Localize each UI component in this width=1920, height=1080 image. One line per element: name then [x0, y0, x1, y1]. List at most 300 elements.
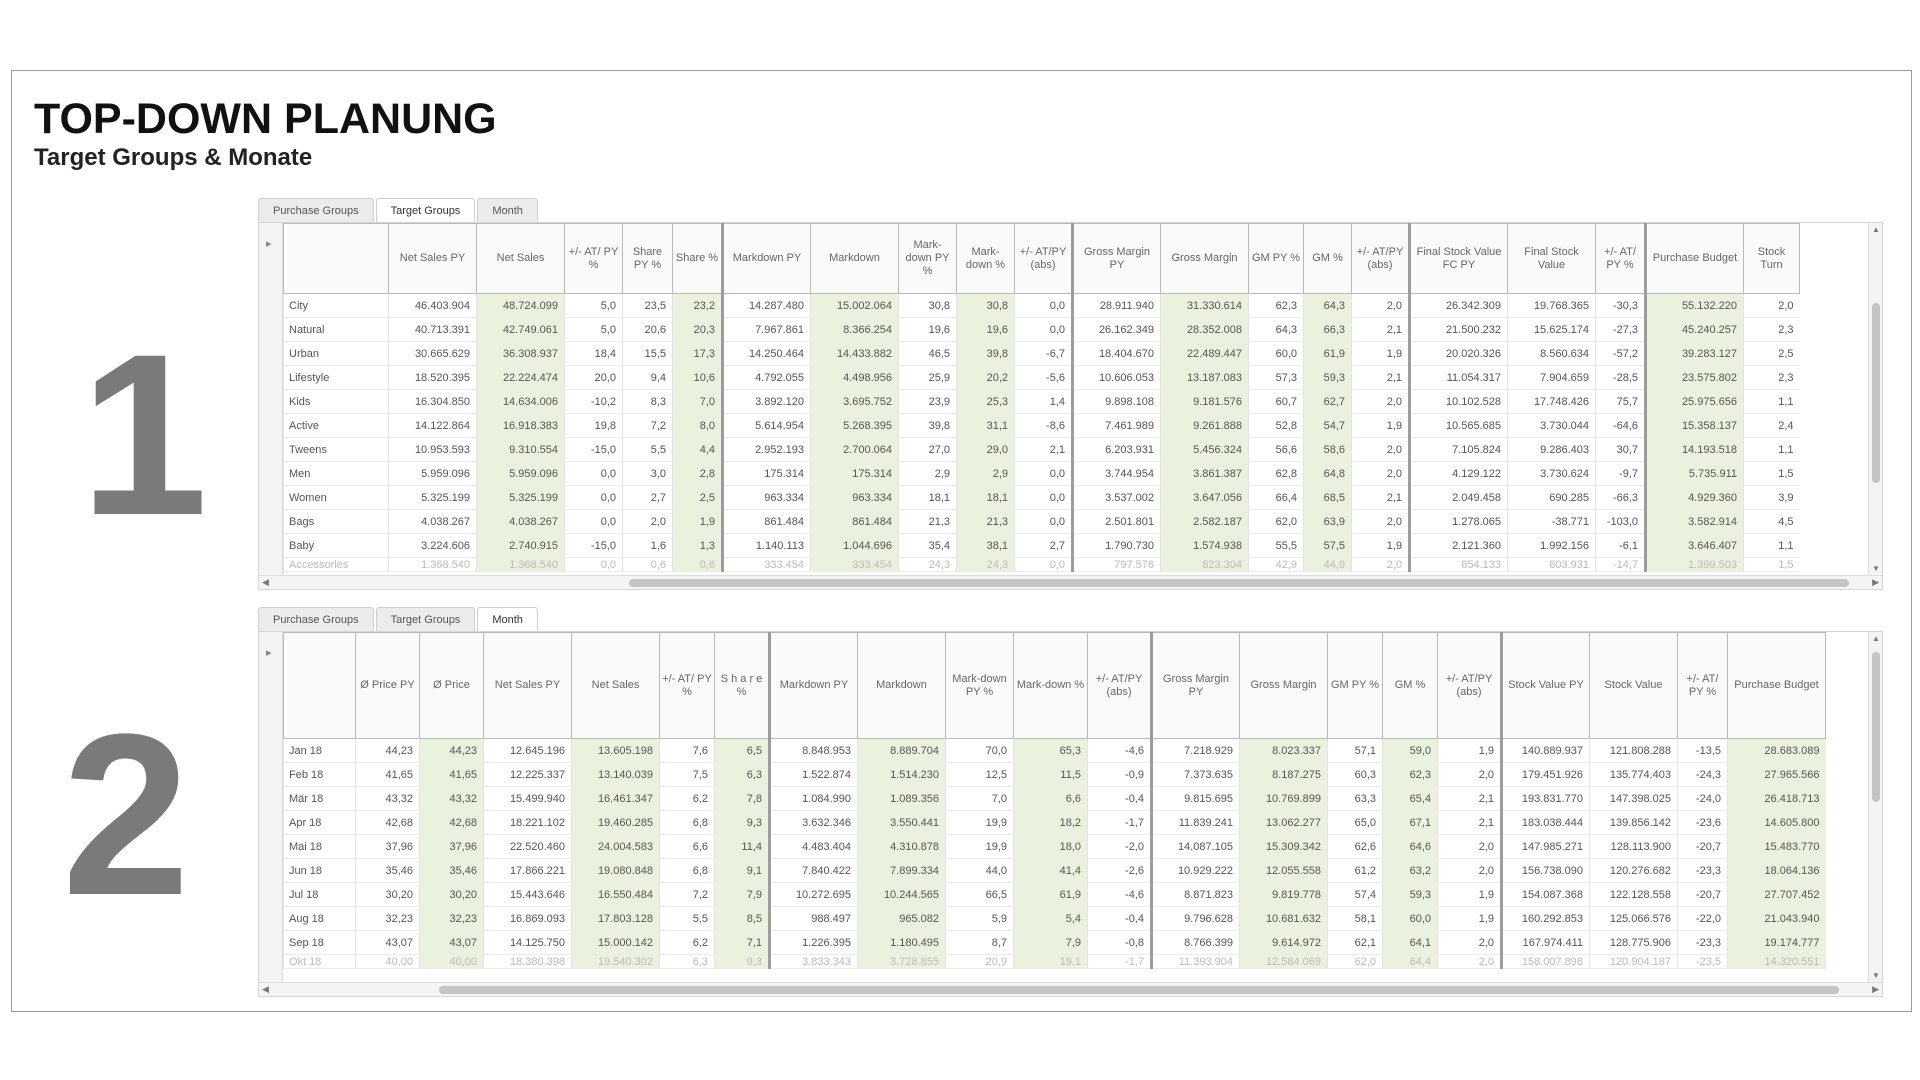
table-cell[interactable]: 18,1: [957, 486, 1015, 510]
table-cell[interactable]: 15.443.646: [484, 883, 572, 907]
table-cell[interactable]: 60,7: [1249, 390, 1304, 414]
table-cell[interactable]: 2,0: [1352, 390, 1410, 414]
table-cell[interactable]: 8,7: [946, 931, 1014, 955]
table-cell[interactable]: 9.614.972: [1240, 931, 1328, 955]
table-cell[interactable]: 3.833.343: [770, 955, 858, 969]
table-cell[interactable]: 4.792.055: [723, 366, 811, 390]
column-header[interactable]: Stock Value PY: [1502, 633, 1590, 739]
table-row[interactable]: [284, 486, 1800, 510]
table-cell[interactable]: 44,0: [946, 859, 1014, 883]
table-cell[interactable]: 5.735.911: [1646, 462, 1744, 486]
table-cell[interactable]: 7,0: [673, 390, 723, 414]
table-cell[interactable]: 57,1: [1328, 739, 1383, 763]
table-cell[interactable]: -6,1: [1596, 534, 1646, 558]
table-cell[interactable]: 122.128.558: [1590, 883, 1678, 907]
table-cell[interactable]: 1.226.395: [770, 931, 858, 955]
table-cell[interactable]: 66,4: [1249, 486, 1304, 510]
table-cell[interactable]: 20.020.326: [1410, 342, 1508, 366]
table-cell[interactable]: 58,1: [1328, 907, 1383, 931]
table-cell[interactable]: 15.000.142: [572, 931, 660, 955]
table-cell[interactable]: 15.358.137: [1646, 414, 1744, 438]
column-header[interactable]: +/- AT/ PY %: [1678, 633, 1728, 739]
table-cell[interactable]: 7,1: [715, 931, 770, 955]
table-cell[interactable]: 3.861.387: [1161, 462, 1249, 486]
table-cell[interactable]: 45.240.257: [1646, 318, 1744, 342]
table-cell[interactable]: 9.898.108: [1073, 390, 1161, 414]
table-cell[interactable]: 1,9: [1352, 534, 1410, 558]
table-cell[interactable]: 0,6: [623, 558, 673, 572]
table-cell[interactable]: 44,23: [356, 739, 420, 763]
table-cell[interactable]: 30,8: [899, 294, 957, 318]
table-cell[interactable]: 3.647.056: [1161, 486, 1249, 510]
table-row[interactable]: [284, 510, 1800, 534]
table-cell[interactable]: 1,9: [1438, 907, 1502, 931]
table-cell[interactable]: 62,0: [1328, 955, 1383, 969]
table-cell[interactable]: 2,8: [673, 462, 723, 486]
table-row[interactable]: [284, 835, 1826, 859]
table-cell[interactable]: 5,4: [1014, 907, 1088, 931]
table-cell[interactable]: 16.869.093: [484, 907, 572, 931]
table-cell[interactable]: -57,2: [1596, 342, 1646, 366]
table-cell[interactable]: 861.484: [811, 510, 899, 534]
tab-target-groups[interactable]: Target Groups: [376, 607, 476, 631]
column-header[interactable]: [284, 633, 356, 739]
table-cell[interactable]: 14.433.882: [811, 342, 899, 366]
table-cell[interactable]: 2,1: [1438, 811, 1502, 835]
row-label[interactable]: Lifestyle: [284, 366, 389, 390]
table-cell[interactable]: 75,7: [1596, 390, 1646, 414]
row-label[interactable]: Active: [284, 414, 389, 438]
table-cell[interactable]: 22.520.460: [484, 835, 572, 859]
table-cell[interactable]: 68,5: [1304, 486, 1352, 510]
table-row[interactable]: [284, 294, 1800, 318]
table-cell[interactable]: -0,4: [1088, 787, 1152, 811]
table-cell[interactable]: 42,68: [356, 811, 420, 835]
table-cell[interactable]: 7.373.635: [1152, 763, 1240, 787]
row-label[interactable]: Jun 18: [284, 859, 356, 883]
table-cell[interactable]: 1,9: [673, 510, 723, 534]
table-cell[interactable]: 7,5: [660, 763, 715, 787]
table-cell[interactable]: 46,5: [899, 342, 957, 366]
table-cell[interactable]: -0,9: [1088, 763, 1152, 787]
table-cell[interactable]: 175.314: [723, 462, 811, 486]
table-cell[interactable]: 1.790.730: [1073, 534, 1161, 558]
row-label[interactable]: Baby: [284, 534, 389, 558]
table-cell[interactable]: 14.634.006: [477, 390, 565, 414]
table-cell[interactable]: 7,9: [1014, 931, 1088, 955]
table-cell[interactable]: 21,3: [899, 510, 957, 534]
table-cell[interactable]: 8.187.275: [1240, 763, 1328, 787]
scroll-down-icon[interactable]: ▼: [1872, 564, 1880, 573]
table-cell[interactable]: 5.959.096: [477, 462, 565, 486]
table-row[interactable]: [284, 438, 1800, 462]
table-cell[interactable]: 25,3: [957, 390, 1015, 414]
table-cell[interactable]: 963.334: [811, 486, 899, 510]
table-cell[interactable]: 13.140.039: [572, 763, 660, 787]
table-cell[interactable]: 15.309.342: [1240, 835, 1328, 859]
table-cell[interactable]: 9,3: [715, 811, 770, 835]
table-cell[interactable]: 5,9: [946, 907, 1014, 931]
table-cell[interactable]: 1,9: [1438, 739, 1502, 763]
table-cell[interactable]: 3.582.914: [1646, 510, 1744, 534]
column-header[interactable]: Final Stock Value: [1508, 224, 1596, 294]
table-cell[interactable]: 13.605.198: [572, 739, 660, 763]
table-cell[interactable]: 2,1: [1352, 486, 1410, 510]
table-cell[interactable]: 29,0: [957, 438, 1015, 462]
table-cell[interactable]: 31.330.614: [1161, 294, 1249, 318]
table-cell[interactable]: 156.738.090: [1502, 859, 1590, 883]
table-cell[interactable]: 7.218.929: [1152, 739, 1240, 763]
table-cell[interactable]: 9,3: [715, 955, 770, 969]
column-header[interactable]: Stock Value: [1590, 633, 1678, 739]
table-cell[interactable]: 15,5: [623, 342, 673, 366]
table-cell[interactable]: -30,3: [1596, 294, 1646, 318]
scroll-left-icon[interactable]: ◀: [262, 577, 269, 587]
table-row[interactable]: [284, 859, 1826, 883]
table-cell[interactable]: 18.221.102: [484, 811, 572, 835]
table-cell[interactable]: 37,96: [356, 835, 420, 859]
table-cell[interactable]: 17.748.426: [1508, 390, 1596, 414]
table-cell[interactable]: 121.808.288: [1590, 739, 1678, 763]
table-cell[interactable]: 40.713.391: [389, 318, 477, 342]
table-cell[interactable]: 0,0: [565, 486, 623, 510]
table-cell[interactable]: 10.102.528: [1410, 390, 1508, 414]
table-cell[interactable]: 30,20: [420, 883, 484, 907]
column-header[interactable]: Stock Turn: [1744, 224, 1800, 294]
table-cell[interactable]: -28,5: [1596, 366, 1646, 390]
table-cell[interactable]: 42,68: [420, 811, 484, 835]
table-row[interactable]: [284, 462, 1800, 486]
table-cell[interactable]: -38.771: [1508, 510, 1596, 534]
table-cell[interactable]: 65,0: [1328, 811, 1383, 835]
table-cell[interactable]: 10.953.593: [389, 438, 477, 462]
table-cell[interactable]: 20,3: [673, 318, 723, 342]
table-cell[interactable]: 19,6: [899, 318, 957, 342]
table-cell[interactable]: 1,9: [1352, 342, 1410, 366]
table-cell[interactable]: 2,0: [1744, 294, 1800, 318]
table-cell[interactable]: 26.342.309: [1410, 294, 1508, 318]
column-header[interactable]: Gross Margin PY: [1073, 224, 1161, 294]
table-cell[interactable]: 9,1: [715, 859, 770, 883]
table-cell[interactable]: 65,3: [1014, 739, 1088, 763]
column-header[interactable]: +/- AT/PY (abs): [1352, 224, 1410, 294]
tab-target-groups[interactable]: Target Groups: [376, 198, 476, 223]
table-cell[interactable]: -0,4: [1088, 907, 1152, 931]
table-cell[interactable]: 55.132.220: [1646, 294, 1744, 318]
table-cell[interactable]: 62,0: [1249, 510, 1304, 534]
column-header[interactable]: Gross Margin PY: [1152, 633, 1240, 739]
table-cell[interactable]: -8,6: [1015, 414, 1073, 438]
table-cell[interactable]: 2,0: [1352, 438, 1410, 462]
table-cell[interactable]: 9.286.403: [1508, 438, 1596, 462]
table-cell[interactable]: 22.224.474: [477, 366, 565, 390]
table-cell[interactable]: 8.560.634: [1508, 342, 1596, 366]
table-cell[interactable]: 9.819.778: [1240, 883, 1328, 907]
table-cell[interactable]: 2,5: [1744, 342, 1800, 366]
table-cell[interactable]: 13.187.083: [1161, 366, 1249, 390]
column-header[interactable]: Share %: [673, 224, 723, 294]
table-cell[interactable]: 21.043.940: [1728, 907, 1826, 931]
table-cell[interactable]: -24,3: [1678, 763, 1728, 787]
table-cell[interactable]: 14.122.864: [389, 414, 477, 438]
table-cell[interactable]: 4.038.267: [389, 510, 477, 534]
column-header[interactable]: Markdown PY: [770, 633, 858, 739]
table-cell[interactable]: 1,9: [1438, 883, 1502, 907]
table-cell[interactable]: 66,3: [1304, 318, 1352, 342]
table-cell[interactable]: -23,3: [1678, 931, 1728, 955]
table-cell[interactable]: 14.193.518: [1646, 438, 1744, 462]
table-cell[interactable]: 14.087.105: [1152, 835, 1240, 859]
column-header[interactable]: Mark-down PY %: [946, 633, 1014, 739]
table-cell[interactable]: 18,0: [1014, 835, 1088, 859]
table-cell[interactable]: -9,7: [1596, 462, 1646, 486]
table-cell[interactable]: -23,6: [1678, 811, 1728, 835]
table-cell[interactable]: 3.744.954: [1073, 462, 1161, 486]
table-cell[interactable]: 160.292.853: [1502, 907, 1590, 931]
table-cell[interactable]: 11.393.904: [1152, 955, 1240, 969]
table-cell[interactable]: 15.002.064: [811, 294, 899, 318]
column-header[interactable]: GM %: [1383, 633, 1438, 739]
table-cell[interactable]: 193.831.770: [1502, 787, 1590, 811]
table-cell[interactable]: 158.007.898: [1502, 955, 1590, 969]
table-cell[interactable]: 4.129.122: [1410, 462, 1508, 486]
row-label[interactable]: Sep 18: [284, 931, 356, 955]
table-cell[interactable]: 24,3: [899, 558, 957, 572]
table-cell[interactable]: 15.499.940: [484, 787, 572, 811]
table-cell[interactable]: 333.454: [811, 558, 899, 572]
table-cell[interactable]: 2.740.915: [477, 534, 565, 558]
table-cell[interactable]: 8.889.704: [858, 739, 946, 763]
table-cell[interactable]: -22,0: [1678, 907, 1728, 931]
table-cell[interactable]: 6,3: [660, 955, 715, 969]
table-cell[interactable]: 4.929.360: [1646, 486, 1744, 510]
table-cell[interactable]: 27.707.452: [1728, 883, 1826, 907]
table-cell[interactable]: 0,0: [1015, 294, 1073, 318]
table-cell[interactable]: 2,4: [1744, 414, 1800, 438]
table-cell[interactable]: 5.325.199: [389, 486, 477, 510]
table-cell[interactable]: 854.133: [1410, 558, 1508, 572]
table-cell[interactable]: 3,0: [623, 462, 673, 486]
table-cell[interactable]: 10.929.222: [1152, 859, 1240, 883]
table-cell[interactable]: 40,00: [420, 955, 484, 969]
table-row[interactable]: [284, 342, 1800, 366]
table-cell[interactable]: 8,3: [623, 390, 673, 414]
table-cell[interactable]: -15,0: [565, 438, 623, 462]
table-cell[interactable]: 2.952.193: [723, 438, 811, 462]
tab-purchase-groups[interactable]: Purchase Groups: [258, 198, 374, 222]
table-cell[interactable]: 28.683.089: [1728, 739, 1826, 763]
table-cell[interactable]: 1,9: [1352, 414, 1410, 438]
table-cell[interactable]: 8.766.399: [1152, 931, 1240, 955]
table-cell[interactable]: 3.892.120: [723, 390, 811, 414]
table-cell[interactable]: 7,9: [715, 883, 770, 907]
table-cell[interactable]: 4.483.404: [770, 835, 858, 859]
row-label[interactable]: Accessories: [284, 558, 389, 572]
table-cell[interactable]: 61,2: [1328, 859, 1383, 883]
table-cell[interactable]: 0,0: [1015, 486, 1073, 510]
table-cell[interactable]: 7,0: [946, 787, 1014, 811]
table-cell[interactable]: 1,4: [1015, 390, 1073, 414]
row-label[interactable]: Aug 18: [284, 907, 356, 931]
table-cell[interactable]: -2,0: [1088, 835, 1152, 859]
table-cell[interactable]: 6,5: [715, 739, 770, 763]
table-cell[interactable]: 43,32: [420, 787, 484, 811]
table-cell[interactable]: 120.904.187: [1590, 955, 1678, 969]
table-cell[interactable]: 7.105.824: [1410, 438, 1508, 462]
table-cell[interactable]: 861.484: [723, 510, 811, 534]
table-cell[interactable]: 6,2: [660, 931, 715, 955]
table-cell[interactable]: 10.681.632: [1240, 907, 1328, 931]
table-cell[interactable]: 139.856.142: [1590, 811, 1678, 835]
table-cell[interactable]: 1.514.230: [858, 763, 946, 787]
table-cell[interactable]: 7.840.422: [770, 859, 858, 883]
table-cell[interactable]: 154.087.368: [1502, 883, 1590, 907]
table-cell[interactable]: 1.140.113: [723, 534, 811, 558]
table-cell[interactable]: 12.584.069: [1240, 955, 1328, 969]
table-row[interactable]: [284, 763, 1826, 787]
table-cell[interactable]: 6,8: [660, 811, 715, 835]
table-cell[interactable]: 3.537.002: [1073, 486, 1161, 510]
column-header[interactable]: Mark-down %: [957, 224, 1015, 294]
table-cell[interactable]: 24.004.583: [572, 835, 660, 859]
table-cell[interactable]: 62,3: [1383, 763, 1438, 787]
table-cell[interactable]: 23,5: [623, 294, 673, 318]
row-label[interactable]: Mär 18: [284, 787, 356, 811]
table-cell[interactable]: 0,0: [565, 558, 623, 572]
table-cell[interactable]: 167.974.411: [1502, 931, 1590, 955]
table-cell[interactable]: 140.889.937: [1502, 739, 1590, 763]
table-cell[interactable]: 30,7: [1596, 438, 1646, 462]
table-cell[interactable]: 18.380.398: [484, 955, 572, 969]
table-cell[interactable]: 797.576: [1073, 558, 1161, 572]
column-header[interactable]: Net Sales: [572, 633, 660, 739]
table-cell[interactable]: -15,0: [565, 534, 623, 558]
table-cell[interactable]: -20,7: [1678, 883, 1728, 907]
row-label[interactable]: City: [284, 294, 389, 318]
table-cell[interactable]: 7,6: [660, 739, 715, 763]
table-cell[interactable]: -14,7: [1596, 558, 1646, 572]
column-header[interactable]: Gross Margin: [1161, 224, 1249, 294]
table-cell[interactable]: 128.113.900: [1590, 835, 1678, 859]
scroll-left-icon[interactable]: ◀: [262, 984, 269, 994]
table-cell[interactable]: 30.665.629: [389, 342, 477, 366]
table-cell[interactable]: 22.489.447: [1161, 342, 1249, 366]
table-cell[interactable]: 19,8: [565, 414, 623, 438]
table-cell[interactable]: 2,3: [1744, 318, 1800, 342]
column-header[interactable]: Final Stock Value FC PY: [1410, 224, 1508, 294]
table-cell[interactable]: 5.959.096: [389, 462, 477, 486]
table-row[interactable]: [284, 414, 1800, 438]
table-cell[interactable]: 7,2: [660, 883, 715, 907]
table-cell[interactable]: 3,9: [1744, 486, 1800, 510]
table-cell[interactable]: 1.522.874: [770, 763, 858, 787]
table-cell[interactable]: 39.283.127: [1646, 342, 1744, 366]
table-cell[interactable]: 4.310.878: [858, 835, 946, 859]
table-cell[interactable]: 2,7: [623, 486, 673, 510]
table-cell[interactable]: 59,0: [1383, 739, 1438, 763]
table-cell[interactable]: 12.225.337: [484, 763, 572, 787]
table-cell[interactable]: 183.038.444: [1502, 811, 1590, 835]
table-cell[interactable]: 3.646.407: [1646, 534, 1744, 558]
table-cell[interactable]: 46.403.904: [389, 294, 477, 318]
table-cell[interactable]: 7.904.659: [1508, 366, 1596, 390]
table-cell[interactable]: 2,0: [1352, 510, 1410, 534]
row-label[interactable]: Bags: [284, 510, 389, 534]
table-cell[interactable]: 8,5: [715, 907, 770, 931]
table-cell[interactable]: 2.582.187: [1161, 510, 1249, 534]
table-cell[interactable]: 37,96: [420, 835, 484, 859]
table-cell[interactable]: 24,3: [957, 558, 1015, 572]
column-header[interactable]: Net Sales: [477, 224, 565, 294]
table-cell[interactable]: 20,6: [623, 318, 673, 342]
table-cell[interactable]: 42.749.061: [477, 318, 565, 342]
table-cell[interactable]: 48.724.099: [477, 294, 565, 318]
table-cell[interactable]: 2.501.801: [1073, 510, 1161, 534]
table-cell[interactable]: 3.550.441: [858, 811, 946, 835]
table-cell[interactable]: 18,4: [565, 342, 623, 366]
column-header[interactable]: Net Sales PY: [389, 224, 477, 294]
table-cell[interactable]: -4,6: [1088, 883, 1152, 907]
table-cell[interactable]: -2,6: [1088, 859, 1152, 883]
table-cell[interactable]: -27,3: [1596, 318, 1646, 342]
table-cell[interactable]: 10.565.685: [1410, 414, 1508, 438]
row-label[interactable]: Apr 18: [284, 811, 356, 835]
table-cell[interactable]: -5,6: [1015, 366, 1073, 390]
table-cell[interactable]: 19,6: [957, 318, 1015, 342]
table-cell[interactable]: -10,2: [565, 390, 623, 414]
table-cell[interactable]: 5.325.199: [477, 486, 565, 510]
table-cell[interactable]: 2,7: [1015, 534, 1073, 558]
table-cell[interactable]: 803.931: [1508, 558, 1596, 572]
table-cell[interactable]: 60,3: [1328, 763, 1383, 787]
table-cell[interactable]: 40,00: [356, 955, 420, 969]
row-label[interactable]: Mai 18: [284, 835, 356, 859]
table-cell[interactable]: 43,07: [420, 931, 484, 955]
table-row[interactable]: [284, 534, 1800, 558]
table-cell[interactable]: 333.454: [723, 558, 811, 572]
table-cell[interactable]: 55,5: [1249, 534, 1304, 558]
table-cell[interactable]: 2,1: [1352, 366, 1410, 390]
table-cell[interactable]: 35,46: [420, 859, 484, 883]
table-cell[interactable]: 62,8: [1249, 462, 1304, 486]
table-cell[interactable]: 19,9: [946, 835, 1014, 859]
table-cell[interactable]: 147.985.271: [1502, 835, 1590, 859]
table-cell[interactable]: 2,1: [1015, 438, 1073, 462]
table-cell[interactable]: 1.084.990: [770, 787, 858, 811]
table-cell[interactable]: 19.460.285: [572, 811, 660, 835]
table-cell[interactable]: 10.606.053: [1073, 366, 1161, 390]
table-cell[interactable]: 7.967.861: [723, 318, 811, 342]
table-cell[interactable]: 62,7: [1304, 390, 1352, 414]
table-cell[interactable]: 9.261.888: [1161, 414, 1249, 438]
table-cell[interactable]: 52,8: [1249, 414, 1304, 438]
column-header[interactable]: Net Sales PY: [484, 633, 572, 739]
table-cell[interactable]: 7.461.989: [1073, 414, 1161, 438]
table-cell[interactable]: 64,3: [1249, 318, 1304, 342]
table-cell[interactable]: 2.121.360: [1410, 534, 1508, 558]
table-cell[interactable]: 57,5: [1304, 534, 1352, 558]
table-cell[interactable]: 135.774.403: [1590, 763, 1678, 787]
table-cell[interactable]: 20,0: [565, 366, 623, 390]
tab-month[interactable]: Month: [477, 607, 538, 632]
table-cell[interactable]: 3.728.855: [858, 955, 946, 969]
row-label[interactable]: Feb 18: [284, 763, 356, 787]
table-cell[interactable]: 2,3: [1744, 366, 1800, 390]
column-header[interactable]: Ø Price: [420, 633, 484, 739]
column-header[interactable]: +/- AT/PY (abs): [1088, 633, 1152, 739]
table-cell[interactable]: 1,1: [1744, 534, 1800, 558]
table-cell[interactable]: 35,4: [899, 534, 957, 558]
